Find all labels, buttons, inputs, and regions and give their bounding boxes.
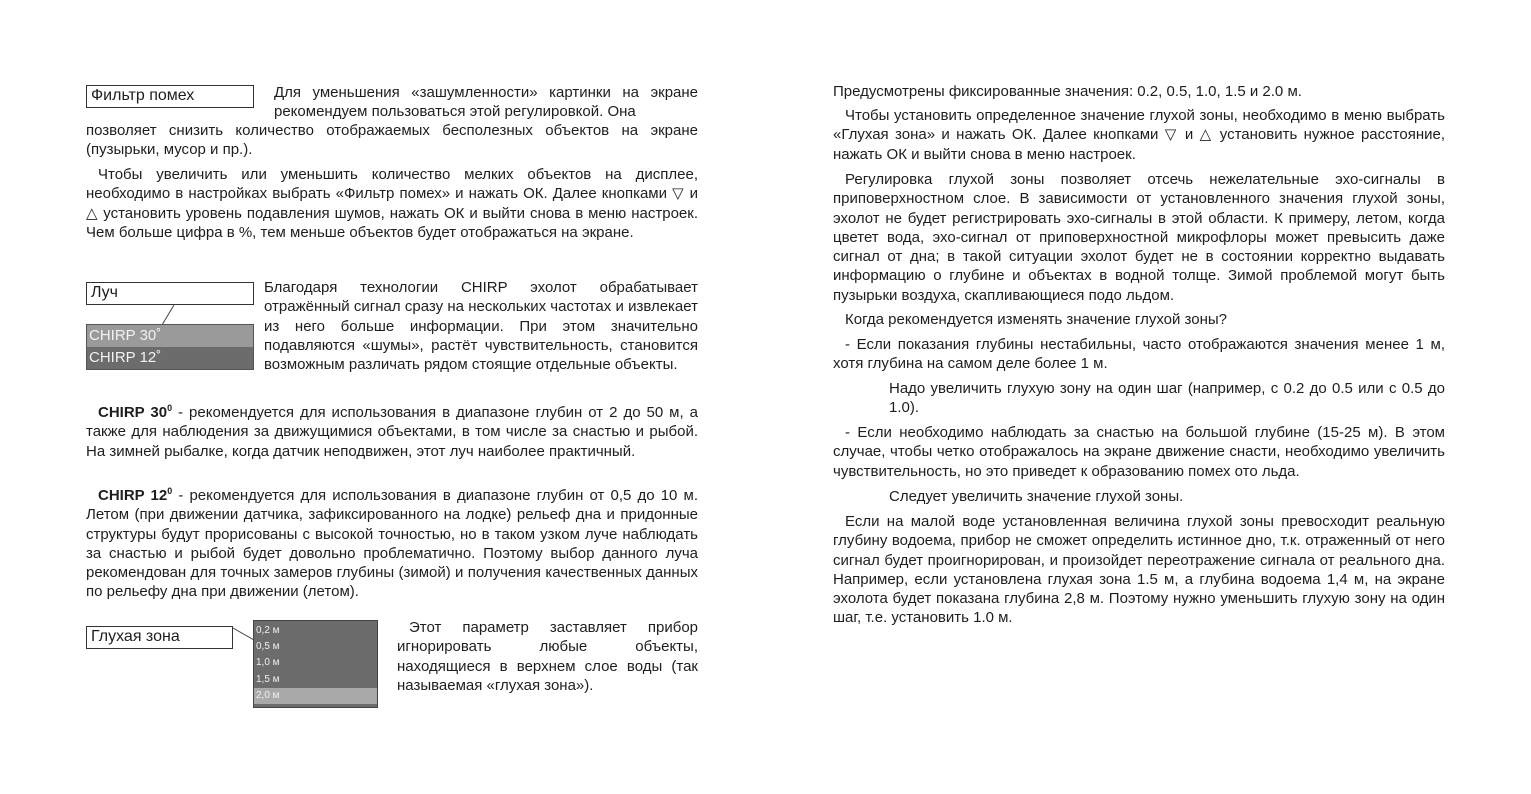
dead-zone-option[interactable]: 0,5 м bbox=[256, 641, 280, 653]
chirp-30-description bbox=[86, 399, 698, 461]
dead-zone-setup-text: Чтобы установить определенное значение глухой зоны, необходимо в меню выбрать «Глухая зона» и нажать ОК. Далее кнопками ▽ и △ установить нужное расстояние, нажать ОК и выйти снова в меню настроек. bbox=[833, 107, 1445, 163]
when-to-change-question: Когда рекомендуется изменять значение глухой зоны? bbox=[845, 311, 1228, 328]
dead-zone-option[interactable]: 0,2 м bbox=[256, 625, 280, 636]
fixed-values-text: Предусмотрены фиксированные значения: 0.2, 0.5, 1.0, 1.5 и 2.0 м. bbox=[833, 83, 1302, 100]
case-unstable-depth: - Если показания глубины нестабильны, часто отображаются значения менее 1 м, хотя глубина на самом деле более 1 м. bbox=[833, 336, 1445, 373]
advice-increase-dead-zone: Следует увеличить значение глухой зоны. bbox=[889, 488, 1184, 505]
chirp-30-title: CHIRP 30 bbox=[98, 404, 168, 421]
noise-filter-intro: Для уменьшения «зашумленности» картинки на экране рекомендуем пользоваться этой регулировкой. Она bbox=[274, 84, 698, 121]
case-deep-tackle: - Если необходимо наблюдать за снастью на большой глубине (15-25 м). В этом случае, чтобы четко отображалось на экране движение снасти, необходимо увеличить чувствительность, но это приведет к образованию помех ото льда. bbox=[833, 424, 1445, 480]
noise-filter-label: Фильтр помех bbox=[86, 85, 254, 108]
beam-option-chirp-12[interactable]: CHIRP 12˚ bbox=[89, 349, 162, 366]
advice-increase-step: Надо увеличить глухую зону на один шаг (например, с 0.2 до 0.5 или с 0.5 до 1.0). bbox=[889, 380, 1445, 417]
dead-zone-intro: Этот параметр заставляет прибор игнорировать любые объекты, находящиеся в верхнем слое воды (так называемая «глухая зона»). bbox=[397, 619, 698, 694]
chirp-12-title: CHIRP 12 bbox=[98, 487, 168, 504]
shallow-water-warning: Если на малой воде установленная величина глухой зоны превосходит реальную глубину водоема, прибор не сможет определить истинное дно, т.к. отраженный от него сигнал будет проигнорирован, и произойдет переотражение сигнала от реального дна. Например, если установлена глухая зона 1.5 м, а глубина водоема 1,4 м, на экране эхолота будет показана глубина 2,8 м. Поэтому нужно уменьшить глухую зону на один шаг, т.е. установить 1.0 м. bbox=[833, 513, 1445, 627]
dead-zone-label: Глухая зона bbox=[86, 626, 233, 649]
beam-options-list bbox=[86, 324, 254, 370]
beam-connector-line bbox=[156, 304, 176, 326]
chirp-12-text: - рекомендуется для использования в диапазоне глубин от 0,5 до 10 м. Летом (при движении датчика, зафиксированного на лодке) рельеф дна и придонные структуры будут прорисованы с высокой точностью, но в таком узком луче наблюдать за снастью и рыбой будет довольно проблематично. Поэтому выбор данного луча рекомендован для точных замеров глубины (зимой) и получения качественных данных по рельефу дна при движении (летом). bbox=[86, 487, 698, 601]
beam-label: Луч bbox=[86, 282, 254, 305]
dead-zone-option[interactable]: 1,5 м bbox=[256, 673, 280, 685]
dead-zone-option[interactable]: 1,0 м bbox=[256, 657, 280, 669]
noise-filter-instructions: Чтобы увеличить или уменьшить количество мелких объектов на дисплее, необходимо в настройках выбрать «Фильтр помех» и нажать ОК. Далее кнопками ▽ и △ установить уровень подавления шумов, нажать ОК и выйти снова в меню настроек. Чем больше цифра в %, тем меньше объектов будет отображаться на экране. bbox=[86, 166, 698, 241]
chirp-30-degree: 0 bbox=[167, 403, 173, 413]
beam-intro: Благодаря технологии CHIRP эхолот обрабатывает отражённый сигнал сразу на нескольких частотах и извлекает из него больше информации. При этом значительно подавляются «шумы», растёт чувствительность, становится возможным различать рядом стоящие отдельные объекты. bbox=[264, 279, 698, 374]
chirp-12-degree: 0 bbox=[167, 486, 173, 496]
dead-zone-option-selected[interactable]: 2,0 м bbox=[254, 688, 377, 704]
chirp-12-description bbox=[86, 482, 698, 602]
beam-option-chirp-30[interactable]: CHIRP 30˚ bbox=[87, 325, 253, 347]
chirp-30-text: - рекомендуется для использования в диапазоне глубин от 2 до 50 м, а также для наблюдения за движущимися объектами, в том числе за снастью и рыбой. На зимней рыбалке, когда датчик неподвижен, этот луч наиболее практичный. bbox=[86, 404, 698, 460]
dead-zone-purpose-text: Регулировка глухой зоны позволяет отсечь нежелательные эхо-сигналы в приповерхностном слое. В зависимости от установленного значения глухой зоны, эхолот не будет регистрировать эхо-сигналы в этой области. К примеру, летом, когда цветет вода, эхо-сигнал от приповерхностной микрофлоры может превысить даже сигнал от дна; в такой ситуации эхолот будет не в состоянии корректно выдавать информацию о глубине и объектах в водной толще. Зимой проблемой могут быть пузырьки воздуха, скапливающиеся подо льдом. bbox=[833, 171, 1445, 304]
noise-filter-text: позволяет снизить количество отображаемых бесполезных объектов на экране (пузырьки, мусор и пр.). bbox=[86, 122, 698, 159]
dead-zone-options-list bbox=[253, 620, 378, 708]
